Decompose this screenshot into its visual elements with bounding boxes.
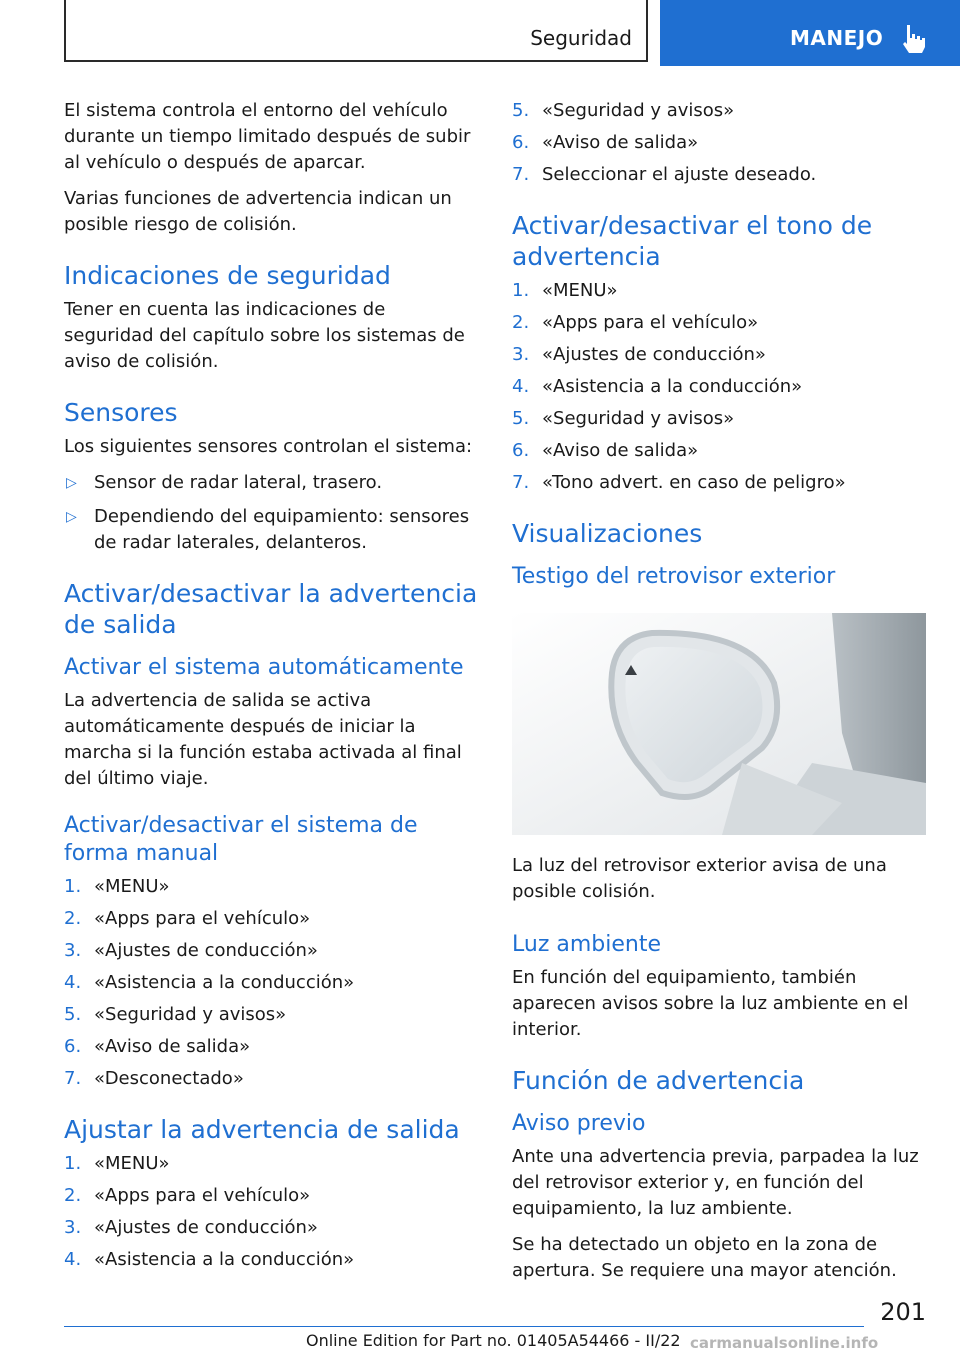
- list-item: 3. «Ajustes de conducción»: [512, 344, 766, 365]
- list-item: 3. «Ajustes de conducción»: [64, 1217, 318, 1238]
- side-mirror-image: [512, 613, 926, 835]
- intro-paragraph: Varias funciones de advertencia indican un posible riesgo de colisión.: [64, 188, 452, 235]
- list-item: 7. «Tono advert. en caso de peligro»: [512, 472, 846, 493]
- hand-pointer-icon: [895, 22, 929, 56]
- mirror-heading: Testigo del retrovisor exterior: [512, 564, 836, 589]
- toggle-heading: Activar/desactivar la advertencia de salida: [64, 579, 478, 639]
- list-item: 5. «Seguridad y avisos»: [64, 1004, 287, 1025]
- watermark: carmanualsonline.info: [690, 1334, 879, 1352]
- list-item: 3. «Ajustes de conducción»: [64, 940, 318, 961]
- intro-paragraph: El sistema controla el entorno del vehículo durante un tiempo limitado después de subir al vehículo o después de aparcar.: [64, 100, 471, 173]
- list-item: 4. «Asistencia a la conducción»: [512, 376, 803, 397]
- safety-paragraph: Tener en cuenta las indicaciones de seguridad del capítulo sobre los sistemas de aviso de colisión.: [64, 299, 465, 372]
- list-item: 2. «Apps para el vehículo»: [64, 908, 311, 929]
- list-item: 6. «Aviso de salida»: [512, 440, 699, 461]
- list-item: 5. «Seguridad y avisos»: [512, 408, 735, 429]
- manual-steps: [64, 874, 478, 1092]
- left-column: [64, 98, 478, 1279]
- list-item: 7. «Desconectado»: [64, 1068, 244, 1089]
- page-number: 201: [880, 1298, 926, 1326]
- list-item: 1. «MENU»: [64, 1153, 170, 1174]
- list-item: 1. «MENU»: [512, 280, 618, 301]
- list-item: 2. «Apps para el vehículo»: [64, 1185, 311, 1206]
- mirror-paragraph: La luz del retrovisor exterior avisa de una posible colisión.: [512, 855, 887, 902]
- right-column: [512, 98, 926, 1294]
- list-item: ▷ Sensor de radar lateral, trasero.: [64, 470, 478, 496]
- list-item: 2. «Apps para el vehículo»: [512, 312, 759, 333]
- list-item: 5. «Seguridad y avisos»: [512, 100, 735, 121]
- list-item: ▷ Dependiendo del equipamiento: sensores de radar laterales, delanteros.: [66, 506, 470, 553]
- adjust-steps-continued: [512, 98, 926, 188]
- list-item: 1. «MENU»: [64, 876, 170, 897]
- safety-heading: Indicaciones de seguridad: [64, 261, 391, 290]
- adjust-steps: [64, 1151, 478, 1273]
- manual-heading: Activar/desactivar el sistema de forma manual: [64, 813, 418, 866]
- sensors-list: [64, 470, 478, 556]
- page-header: [0, 0, 960, 66]
- section-tab: [64, 0, 648, 62]
- function-heading: Función de advertencia: [512, 1066, 805, 1095]
- display-heading: Visualizaciones: [512, 519, 703, 548]
- list-item: 6. «Aviso de salida»: [512, 132, 699, 153]
- tone-steps: [512, 278, 926, 496]
- prewarn-paragraph: Ante una advertencia previa, parpadea la luz del retrovisor exterior y, en función del equipamiento, la luz ambiente.: [512, 1146, 919, 1219]
- list-item: 4. «Asistencia a la conducción»: [64, 1249, 355, 1270]
- section-title: Seguridad: [530, 26, 632, 50]
- ambient-heading: Luz ambiente: [512, 932, 661, 957]
- prewarn-heading: Aviso previo: [512, 1111, 646, 1136]
- adjust-heading: Ajustar la advertencia de salida: [64, 1115, 460, 1144]
- ambient-paragraph: En función del equipamiento, también aparecen avisos sobre la luz ambiente en el interior.: [512, 967, 909, 1040]
- auto-heading: Activar el sistema automáticamente: [64, 655, 464, 680]
- chapter-tab: [660, 0, 960, 66]
- prewarn-paragraph: Se ha detectado un objeto en la zona de apertura. Se requiere una mayor atención.: [512, 1234, 897, 1281]
- footer-rule: [64, 1326, 864, 1327]
- edition-footer: Online Edition for Part no. 01405A54466 - II/22: [306, 1331, 681, 1350]
- sensors-intro: Los siguientes sensores controlan el sistema:: [64, 436, 473, 457]
- triangle-bullet-icon: ▷: [66, 475, 77, 491]
- tone-heading: Activar/desactivar el tono de advertencia: [512, 211, 873, 271]
- sensors-heading: Sensores: [64, 398, 178, 427]
- auto-paragraph: La advertencia de salida se activa automáticamente después de iniciar la marcha si la función estaba activada al final del último viaje.: [64, 690, 462, 789]
- triangle-bullet-icon: ▷: [66, 509, 77, 525]
- list-item: 4. «Asistencia a la conducción»: [64, 972, 355, 993]
- list-item: 7. Seleccionar el ajuste deseado.: [512, 164, 817, 185]
- chapter-title: MANEJO: [790, 26, 884, 50]
- list-item: 6. «Aviso de salida»: [64, 1036, 251, 1057]
